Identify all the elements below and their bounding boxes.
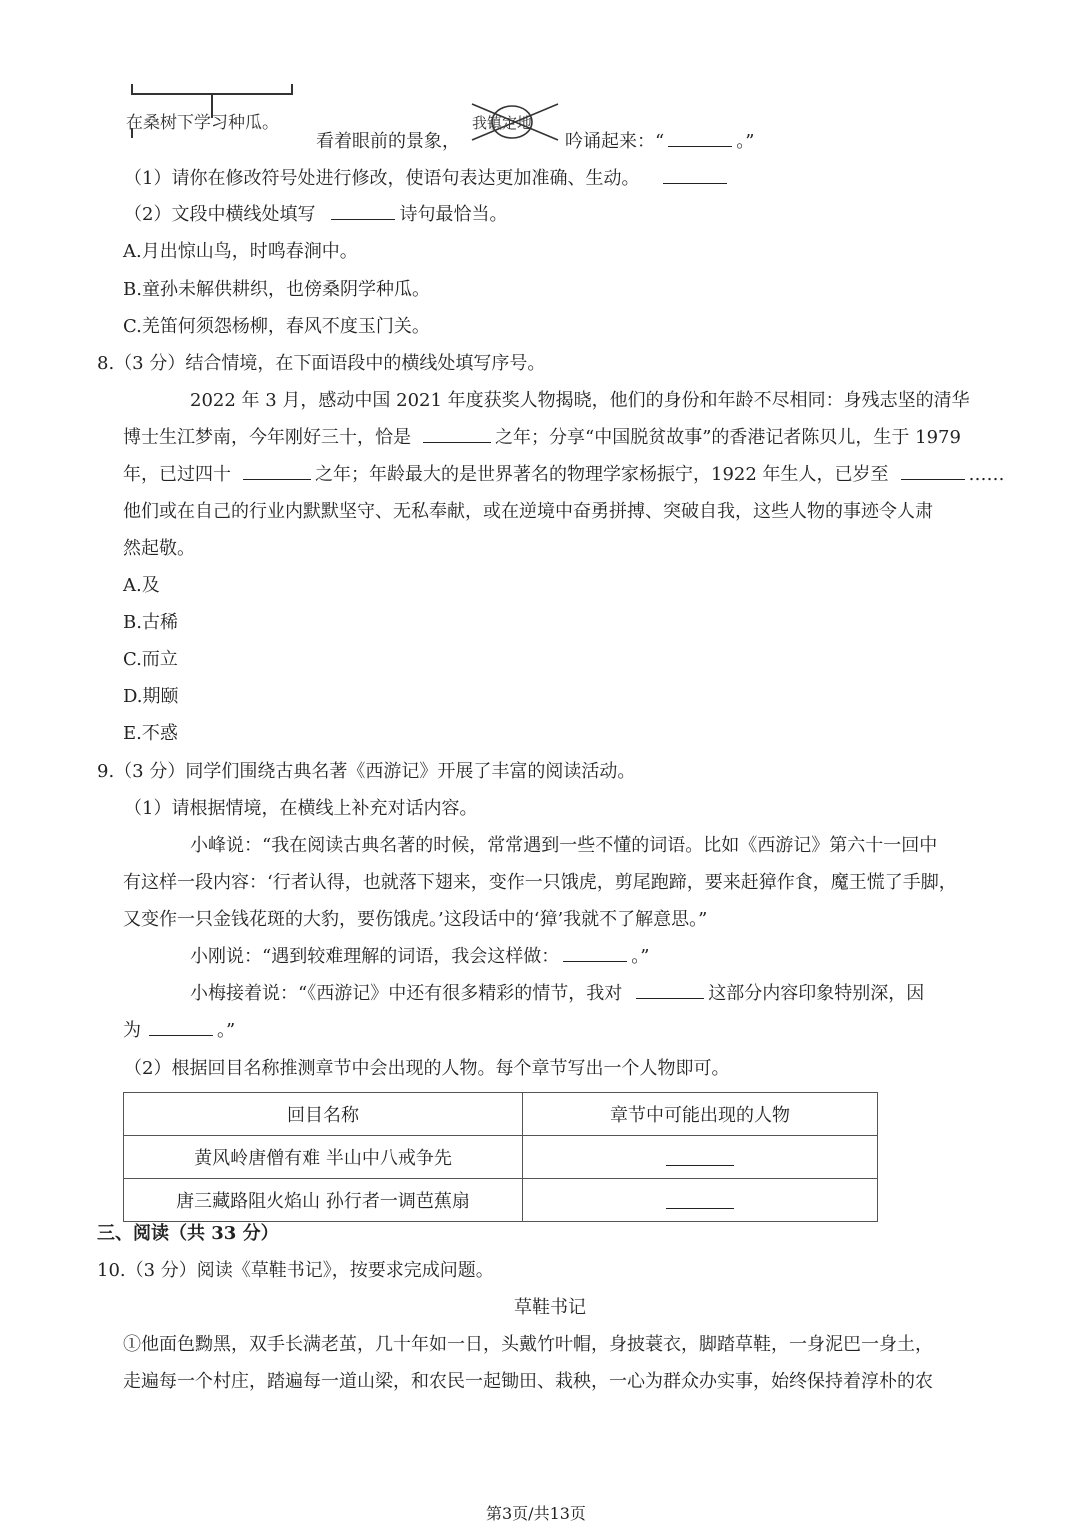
table-header: 章节中可能出现的人物 (523, 1093, 878, 1136)
q8-p2: 博士生江梦南，今年刚好三十，恰是 之年；分享“中国脱贫故事”的香港记者陈贝儿，生于 1979 (123, 427, 961, 448)
q9-d5: 小梅接着说：“《西游记》中还有很多精彩的情节，我对 这部分内容印象特别深，因 (190, 983, 925, 1004)
q9-d6: 为 。” (123, 1020, 236, 1041)
blank-q8-3[interactable] (901, 463, 965, 480)
q8-stem: 8.（3 分）结合情境，在下面语段中的横线处填写序号。 (97, 353, 546, 374)
article-title: 草鞋书记 (514, 1297, 586, 1318)
q8-option-c: C.而立 (123, 649, 178, 670)
q7-sub2: （2）文段中横线处填写 诗句最恰当。 (124, 204, 508, 225)
q7-option-c: C.羌笛何须怨杨柳，春风不度玉门关。 (123, 316, 430, 337)
table-cell-answer[interactable] (523, 1136, 878, 1179)
blank-q8-2[interactable] (243, 463, 311, 480)
table-row (124, 1136, 878, 1179)
q9-sub1: （1）请根据情境，在横线上补充对话内容。 (124, 798, 478, 819)
blank-q9-3[interactable] (149, 1019, 213, 1036)
table-cell-answer[interactable] (523, 1179, 878, 1222)
q8-p3: 年，已过四十 之年；年龄最大的是世界著名的物理学家杨振宁，1922 年生人，已岁至 …… (123, 464, 1005, 485)
q9-sub2: （2）根据回目名称推测章节中会出现的人物。每个章节写出一个人物即可。 (124, 1058, 730, 1079)
q7-option-b: B.童孙未解供耕织，也傍桑阴学种瓜。 (123, 279, 430, 300)
blank-poem[interactable] (668, 130, 732, 147)
q8-p1: 2022 年 3 月，感动中国 2021 年度获奖人物揭晓，他们的身份和年龄不尽相同：身残志坚的清华 (190, 390, 970, 411)
q10-stem: 10.（3 分）阅读《草鞋书记》，按要求完成问题。 (97, 1260, 494, 1281)
q8-p5: 然起敬。 (123, 538, 195, 559)
chapter-table (123, 1092, 878, 1222)
page-footer: 第3页/共13页 (486, 1504, 586, 1523)
q7-line1: 看着眼前的景象， 吟诵起来：“ 。” (316, 131, 755, 152)
blank-q8-1[interactable] (423, 426, 491, 443)
article-p2: 走遍每一个村庄，踏遍每一道山梁，和农民一起锄田、栽秧，一心为群众办实事，始终保持着淳朴的农 (123, 1371, 933, 1392)
q9-d3: 又变作一只金钱花斑的大豹，要伤饿虎。’这段话中的‘獐’我就不了解意思。” (123, 909, 708, 930)
table-row (124, 1179, 878, 1222)
q8-option-d: D.期颐 (123, 686, 179, 707)
q9-stem: 9.（3 分）同学们围绕古典名著《西游记》开展了丰富的阅读活动。 (97, 761, 636, 782)
q7-option-a: A.月出惊山鸟，时鸣春涧中。 (123, 241, 358, 262)
q7-sub1: （1）请你在修改符号处进行修改，使语句表达更加准确、生动。 (124, 167, 731, 191)
blank-q9-1[interactable] (563, 945, 627, 962)
table-cell: 唐三藏路阻火焰山 孙行者一调芭蕉扇 (124, 1179, 523, 1222)
q8-option-b: B.古稀 (123, 612, 178, 633)
handwritten-phrase: 在桑树下学习种瓜。 (126, 113, 279, 133)
blank-choice[interactable] (331, 203, 395, 220)
q8-p4: 他们或在自己的行业内默默坚守、无私奉献，或在逆境中奋勇拼搏、突破自我，这些人物的事迹令人肃 (123, 501, 933, 522)
table-cell: 黄风岭唐僧有难 半山中八戒争先 (124, 1136, 523, 1179)
q9-d2: 有这样一段内容：‘行者认得，也就落下翅来，变作一只饿虎，剪尾跑蹄，要来赶獐作食，魔王慌了手脚， (123, 872, 957, 893)
table-header-row (124, 1093, 878, 1136)
section-heading: 三、阅读（共 33 分） (97, 1223, 279, 1244)
blank-q9-2[interactable] (636, 982, 704, 999)
q9-d1: 小峰说：“我在阅读古典名著的时候，常常遇到一些不懂的词语。比如《西游记》第六十一回中 (190, 835, 938, 856)
blank-revise[interactable] (663, 167, 727, 184)
q9-d4: 小刚说：“遇到较难理解的词语，我会这样做： 。” (190, 946, 650, 967)
q8-option-e: E.不惑 (123, 723, 178, 744)
circled-phrase: 我镇定地 (472, 114, 533, 132)
q8-option-a: A.及 (123, 575, 160, 596)
table-header: 回目名称 (124, 1093, 523, 1136)
article-p1: ①他面色黝黑，双手长满老茧，几十年如一日，头戴竹叶帽，身披蓑衣，脚踏草鞋，一身泥巴一身土， (123, 1334, 933, 1355)
